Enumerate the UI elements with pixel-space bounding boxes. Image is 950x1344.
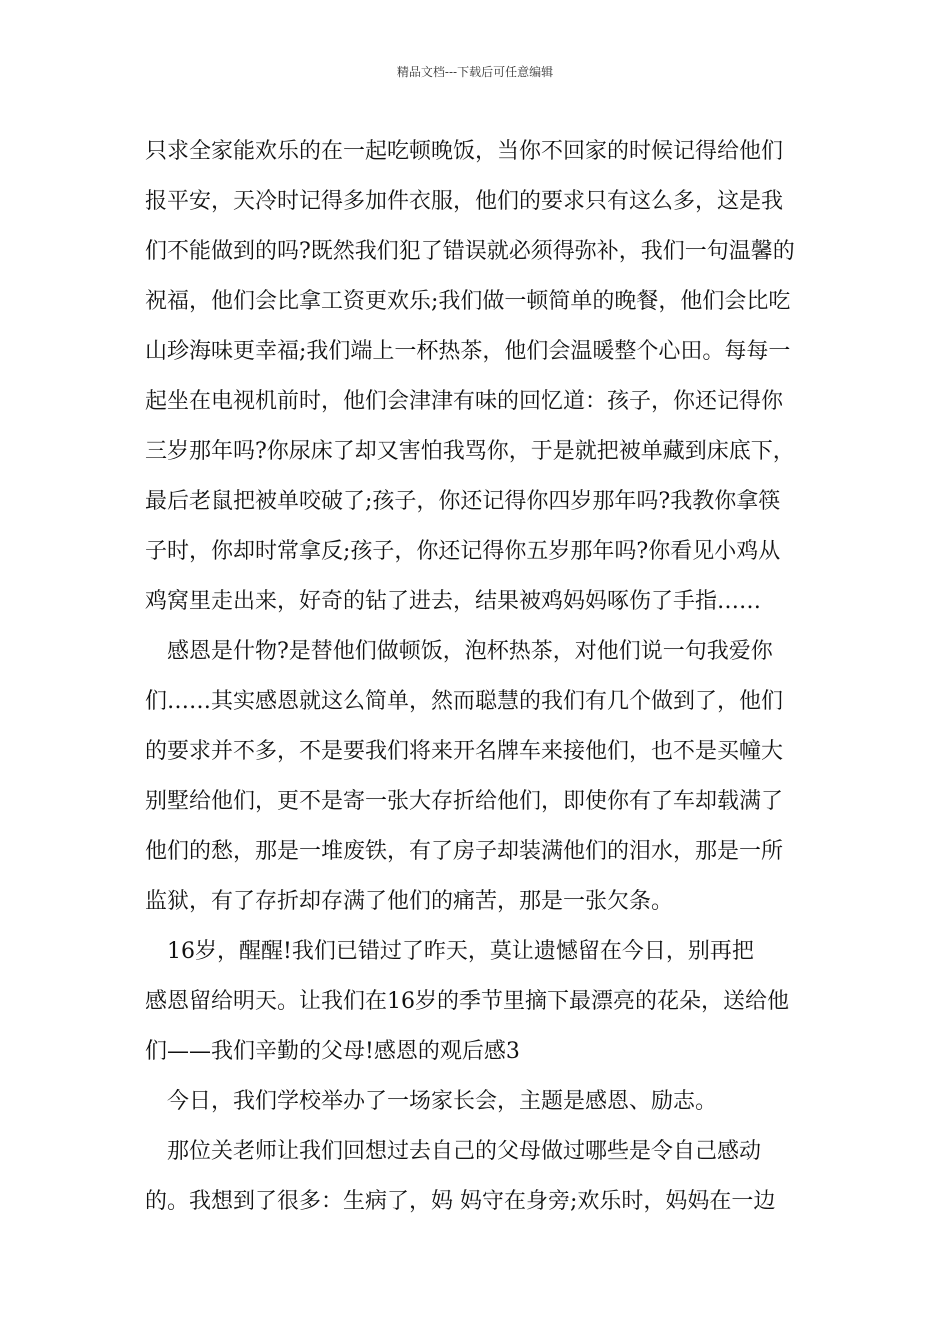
text-line: 们……其实感恩就这么简单，然而聪慧的我们有几个做到了，他们 [145, 689, 784, 714]
text-line: 感恩是什物?是替他们做顿饭，泡杯热茶，对他们说一句我爱你 [145, 639, 773, 664]
text-line: 别墅给他们，更不是寄一张大存折给他们，即使你有了车却载满了 [145, 789, 784, 814]
text-line: 报平安，天冷时记得多加件衣服，他们的要求只有这么多，这是我 [145, 189, 784, 214]
text-line: 感恩留给明天。让我们在16岁的季节里摘下最漂亮的花朵，送给他 [145, 989, 789, 1014]
text-line: 的要求并不多，不是要我们将来开名牌车来接他们，也不是买幢大 [145, 739, 784, 764]
text-line: 那位关老师让我们回想过去自己的父母做过哪些是令自己感动 [145, 1139, 762, 1164]
text-line: 祝福，他们会比拿工资更欢乐;我们做一顿简单的晚餐，他们会比吃 [145, 289, 791, 314]
text-line: 16岁，醒醒!我们已错过了昨天，莫让遗憾留在今日，别再把 [145, 939, 754, 964]
text-line: 子时，你却时常拿反;孩子，你还记得你五岁那年吗?你看见小鸡从 [145, 539, 781, 564]
text-line: 他们的愁，那是一堆废铁，有了房子却装满他们的泪水，那是一所 [145, 839, 784, 864]
text-line: 鸡窝里走出来，好奇的钻了进去，结果被鸡妈妈啄伤了手指…… [145, 589, 762, 614]
text-line: 三岁那年吗?你尿床了却又害怕我骂你，于是就把被单藏到床底下， [145, 439, 795, 464]
text-line: 们不能做到的吗?既然我们犯了错误就必须得弥补，我们一句温馨的 [145, 239, 795, 264]
page-header: 精品文档---下载后可任意编辑 [396, 65, 554, 79]
text-line: 起坐在电视机前时，他们会津津有味的回忆道：孩子，你还记得你 [145, 389, 784, 414]
text-line: 山珍海味更幸福;我们端上一杯热茶，他们会温暖整个心田。每每一 [145, 339, 791, 364]
text-line: 今日，我们学校举办了一场家长会，主题是感恩、励志。 [145, 1089, 718, 1114]
text-line: 只求全家能欢乐的在一起吃顿晚饭，当你不回家的时候记得给他们 [145, 139, 784, 164]
text-line: 最后老鼠把被单咬破了;孩子，你还记得你四岁那年吗?我教你拿筷 [145, 489, 781, 514]
text-line: 们——我们辛勤的父母!感恩的观后感3 [145, 1039, 520, 1064]
text-line: 监狱，有了存折却存满了他们的痛苦，那是一张欠条。 [145, 889, 674, 914]
text-line: 的。我想到了很多：生病了，妈 妈守在身旁;欢乐时，妈妈在一边 [145, 1189, 776, 1214]
